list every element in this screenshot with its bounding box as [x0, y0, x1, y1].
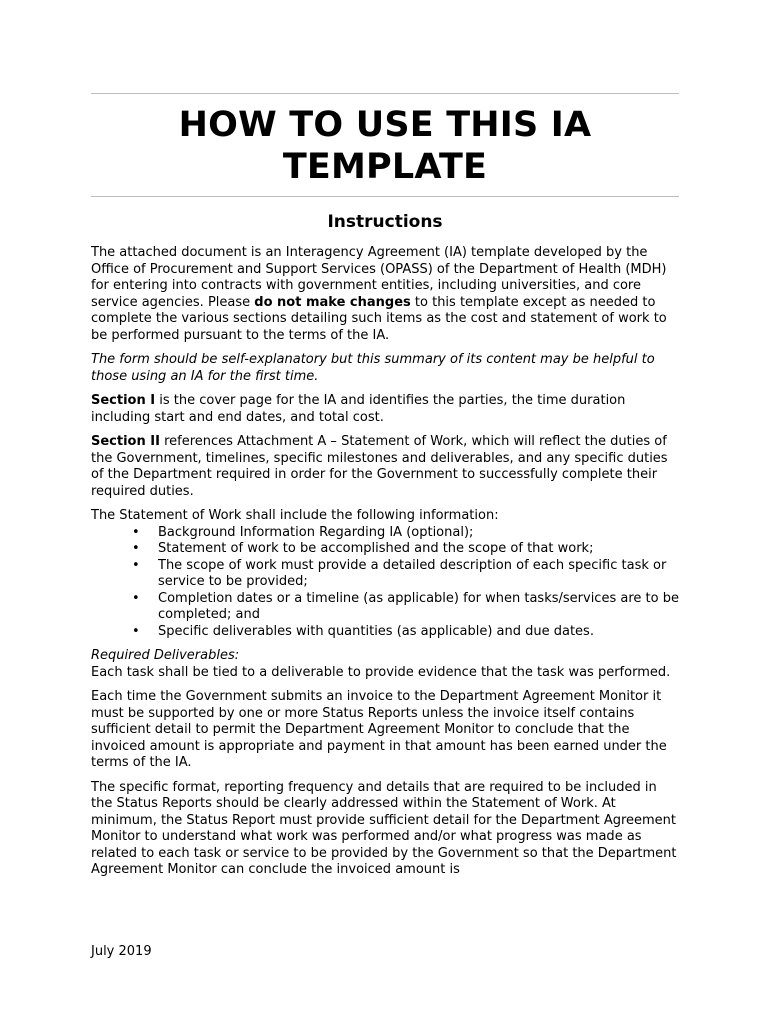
- section-2-paragraph: [91, 434, 679, 500]
- section-1-paragraph: [91, 393, 679, 426]
- footer-date: July 2019: [91, 944, 152, 959]
- list-item-text: Statement of work to be accomplished and the scope of that work;: [158, 541, 594, 556]
- bullet-icon: •: [132, 524, 140, 540]
- bullet-icon: •: [132, 590, 140, 606]
- intro-bold-warning: do not make changes: [254, 294, 411, 310]
- sow-intro: The Statement of Work shall include the following information:: [91, 508, 499, 523]
- invoice-paragraph: Each time the Government submits an invoice to the Department Agreement Monitor it must be supported by one or more Status Reports unless the invoice itself contains sufficient detail to permit the Department Agreement Monitor to conclude that the invoiced amount is appropriate and payment in that amount has been earned under the terms of the IA.: [91, 689, 667, 770]
- list-item-text: The scope of work must provide a detailed description of each specific task or service to be provided;: [158, 557, 667, 589]
- list-item: [132, 557, 679, 591]
- status-report-paragraph: The specific format, reporting frequency and details that are required to be included in the Status Reports should be clearly addressed within the Statement of Work. At minimum, the Status Report must provide sufficient detail for the Department Agreement Monitor to understand what work was performed and/or what progress was made as related to each task or service to be provided by the Government so that the Department Agreement Monitor can conclude the invoiced amount is: [91, 779, 677, 877]
- list-item-text: Background Information Regarding IA (optional);: [158, 524, 474, 540]
- deliverables-paragraph: [91, 648, 679, 681]
- section-1-label: Section I: [91, 393, 156, 408]
- document-page: [91, 93, 679, 887]
- deliverables-heading: Required Deliverables:: [91, 648, 240, 663]
- list-item-text: Specific deliverables with quantities (as applicable) and due dates.: [158, 623, 594, 639]
- bullet-icon: •: [132, 557, 140, 573]
- list-item: [132, 623, 679, 641]
- intro-paragraph: [91, 245, 679, 344]
- section-2-label: Section II: [91, 434, 160, 449]
- section-1-text: is the cover page for the IA and identifies the parties, the time duration including start and end dates, and total cost.: [91, 393, 626, 425]
- page-title: [91, 104, 679, 188]
- top-divider: [91, 93, 679, 94]
- list-item-text: Completion dates or a timeline (as applicable) for when tasks/services are to be completed; and: [158, 590, 679, 622]
- section-2-text: references Attachment A – Statement of Work, which will reflect the duties of the Government, timelines, specific milestones and deliverables, and any specific duties of the Department required in order for the Government to successfully complete their required duties.: [91, 434, 668, 499]
- instructions-heading: Instructions: [327, 212, 443, 232]
- sow-bullet-list: [91, 525, 679, 641]
- title-line-1: HOW TO USE THIS IA: [178, 105, 592, 145]
- deliverables-text: Each task shall be tied to a deliverable to provide evidence that the task was performed.: [91, 664, 671, 680]
- bullet-icon: •: [132, 541, 140, 556]
- bullet-icon: •: [132, 623, 140, 639]
- intro-text-start: The attached document is an Interagency Agreement (IA) template developed by the Office of Procurement and Support Services (OPASS) of the Department of Health (MDH) for entering into contracts with government entities, including universities, and core service agencies. Please: [91, 245, 667, 310]
- summary-note: The form should be self-explanatory but this summary of its content may be helpful to those using an IA for the first time.: [91, 352, 655, 384]
- title-divider: [91, 196, 679, 197]
- list-item: [132, 541, 679, 558]
- title-line-2: TEMPLATE: [282, 147, 488, 187]
- list-item: [132, 524, 679, 542]
- list-item: [132, 590, 679, 624]
- intro-text-end: to this template except as needed to complete the various sections detailing such items as the cost and statement of work to be performed pursuant to the terms of the IA.: [91, 294, 667, 343]
